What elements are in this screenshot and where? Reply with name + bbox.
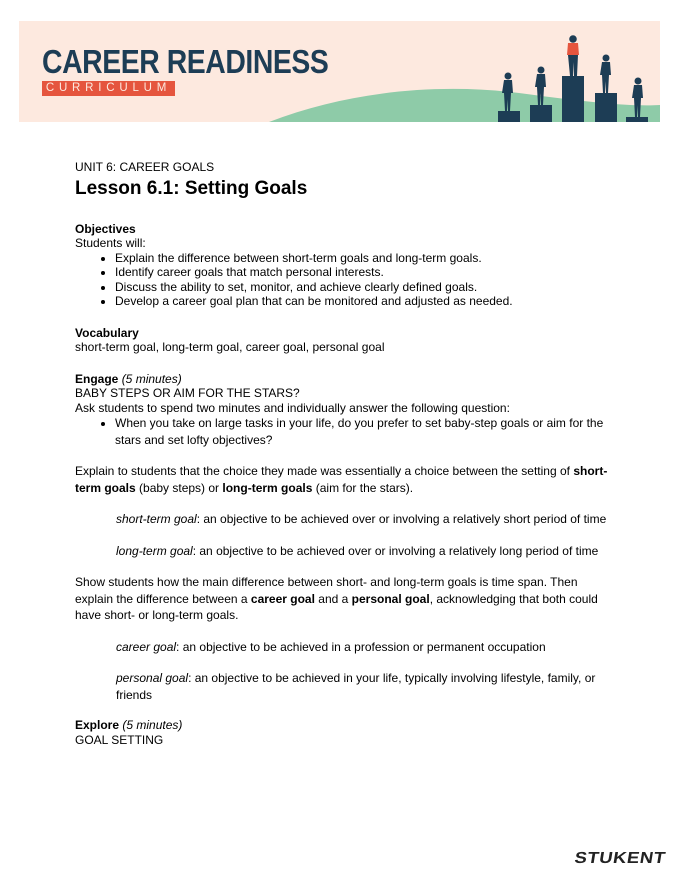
explore-heading <box>75 718 615 733</box>
curriculum-logo-title: CAREER READINESS <box>42 43 329 80</box>
pedestal <box>595 93 617 122</box>
pedestal <box>530 105 552 122</box>
definition-text: : an objective to be achieved in a profession or permanent occupation <box>176 639 546 654</box>
page-title: Lesson 6.1: Setting Goals <box>75 177 308 199</box>
engage-time: (5 minutes) <box>121 371 182 386</box>
list-item: • Develop a career goal plan that can be monitored and adjusted as needed. <box>115 294 615 309</box>
explain-text: Explain to students that the choice they made was essentially a choice between the setting of <box>75 464 570 478</box>
short-term-goals-emphasis: short-term goals <box>75 464 608 495</box>
vocabulary-terms: short-term goal, long-term goal, career goal, personal goal <box>75 340 385 354</box>
personal-goal-emphasis: personal goal <box>351 591 430 606</box>
definition-career-goal <box>75 639 615 656</box>
list-item: • Discuss the ability to set, monitor, and achieve clearly defined goals. <box>115 280 615 295</box>
explain-paragraph <box>75 463 615 496</box>
unit-label: UNIT 6: CAREER GOALS <box>75 160 215 174</box>
explore-subheading: GOAL SETTING <box>75 732 164 747</box>
person-figure-icon <box>600 55 611 94</box>
definition-text: : an objective to be achieved over or involving a relatively long period of time <box>192 543 599 558</box>
definition-term: personal goal <box>116 671 189 685</box>
person-figure-top-icon <box>567 35 579 76</box>
show-text: , acknowledging that both could have short- or long-term goals. <box>75 591 598 622</box>
definition-term: career goal <box>116 639 177 654</box>
list-item: • When you take on large tasks in your life, do you prefer to set baby-step goals or aim for the stars and set lofty objectives? <box>115 415 615 448</box>
header-banner <box>19 21 660 122</box>
definition-term: long-term goal <box>116 543 193 558</box>
definition-short-term <box>75 511 615 528</box>
stukent-logo: STUKENT <box>573 850 667 867</box>
explore-title: Explore <box>75 718 120 732</box>
objectives-heading: Objectives <box>75 221 136 236</box>
show-text: and a <box>314 591 352 606</box>
definition-term: short-term goal <box>116 512 197 526</box>
objectives-list <box>75 251 615 309</box>
explain-text: (baby steps) or <box>135 480 223 495</box>
explore-time: (5 minutes) <box>122 718 183 732</box>
objectives-intro: Students will: <box>75 236 146 250</box>
engage-heading <box>75 372 615 387</box>
engage-subheading: BABY STEPS OR AIM FOR THE STARS? <box>75 386 300 400</box>
definition-text: : an objective to be achieved over or involving a relatively short period of time <box>196 512 607 526</box>
lesson-content <box>75 160 615 747</box>
definition-long-term <box>75 543 615 560</box>
list-item: • Explain the difference between short-term goals and long-term goals. <box>115 251 615 266</box>
engage-question-list <box>75 415 615 448</box>
vocabulary-heading: Vocabulary <box>75 325 139 340</box>
definition-text: : an objective to be achieved in your life, typically involving lifestyle, family, or friends <box>116 671 596 702</box>
definition-personal-goal <box>75 670 615 703</box>
show-paragraph <box>75 574 615 624</box>
engage-instruction: Ask students to spend two minutes and individually answer the following question: <box>75 400 510 415</box>
engage-title: Engage <box>75 371 119 386</box>
pedestal <box>498 111 520 122</box>
pedestal <box>562 76 584 122</box>
long-term-goals-emphasis: long-term goals <box>222 480 313 495</box>
curriculum-logo-subtitle: CURRICULUM <box>42 81 175 96</box>
career-goal-emphasis: career goal <box>250 591 315 606</box>
explain-text: (aim for the stars). <box>312 480 414 495</box>
list-item: • Identify career goals that match personal interests. <box>115 265 615 280</box>
show-text: Show students how the main difference between short- and long-term goals is time span. Then explain the difference between a <box>75 575 578 606</box>
pedestal <box>626 117 648 122</box>
